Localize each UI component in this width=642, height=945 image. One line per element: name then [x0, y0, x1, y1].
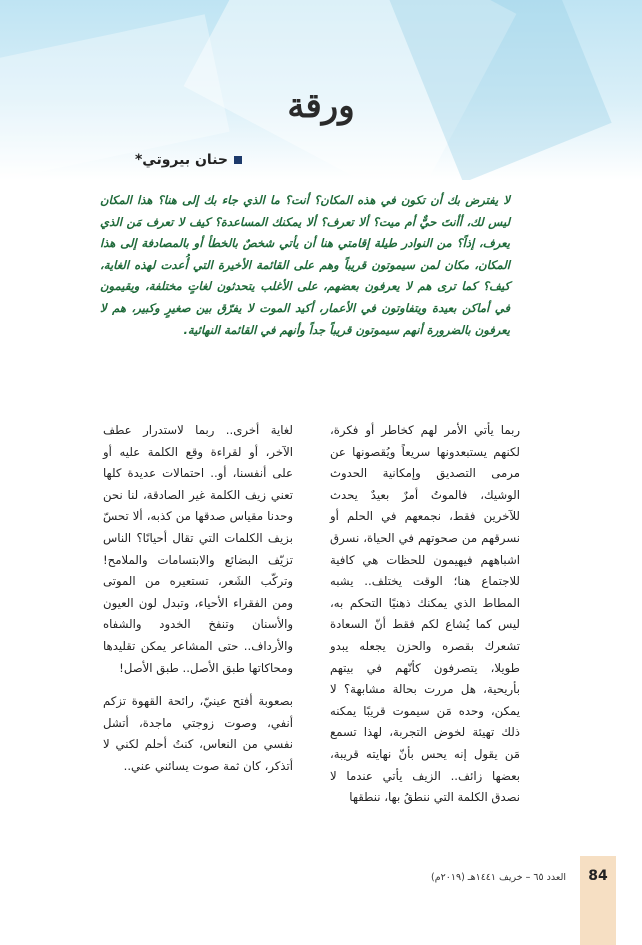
author-line: [135, 152, 242, 168]
body-column-left: [103, 420, 293, 778]
body-paragraph: ربما يأتي الأمر لهم كخاطر أو فكرة، لكنهم يستبعدونها سريعاً ويُقصونها عن مرمى التصديق وإمكانية الحدوث الوشيك، فالموتُ أمرٌ بعيدٌ يحدث للآخرين فقط، نجمعهم في الحلم أو نسرقهم من صحوتهم في الحياة، نسرق اشباههم فيهيمون للحظات هي كافية للاجتماع هنا؛ الوقت يختلف.. يشبه المطاط الذي يمكنك ذهنيًا التحكم به، ليس كما يُشاع لكم فقط أنّ السعادة تشعرك بقصره والحزن يجعله يبدو طويلا، يتصرفون كأنّهم في بيتهم بأريحية، هل مررت بحالة مشابهة؟ لا يمكن، وحده مَن سيموت قريبًا يمكنه ذلك تهيئة لخوض التجربة، لهذا تسمع مَن يقول إنه يحس بأنّ نهايته قريبة، بعضها زائف.. الزيف يأتي عندما لا نصدق الكلمة التي ننطقُ بها، ننطقها: [330, 423, 520, 805]
body-paragraph: بصعوبة أفتح عينيّ، رائحة القهوة تزكم أنفي، وصوت زوجتي ماجدة، أتشل نفسي من النعاس، كنتُ أحلم لكني لا أتذكر، كان ثمة صوت يسائني عني..: [103, 694, 293, 773]
body-column-right: [330, 420, 520, 809]
author-square-icon: [234, 156, 242, 164]
body-paragraph: لغاية أخرى.. ربما لاستدرار عطف الآخر، أو لقراءة وقع الكلمة عليه أو على أنفسنا، أو.. احتمالات عديدة كلها تعني زيف الكلمة غير الصادقة، لنا نحن وحدنا مقياس صدقها من كذبه، ألا تحسّ بزيف الكلمات التي تقال أحيانًا؟ الناس تزيّف البضائع والابتسامات والملامح! وتركّب الشَعر، تستعيره من الموتى ومن الفقراء الأحياء، وتبدل لون العيون والأسنان وتنفخ الخدود والشفاه والأرداف.. حتى المشاعر يمكن تقليدها ومحاكاتها طبق الأصل.. طبق الأصل!: [103, 423, 293, 675]
author-name: حنان بيروتي*: [134, 152, 228, 168]
article-title: ورقة: [287, 86, 355, 126]
page-number: 84: [588, 868, 608, 884]
issue-info: العدد ٦٥ – خريف ١٤٤١هـ (٢٠١٩م): [431, 872, 566, 883]
intro-paragraph: لا يفترض بك أن تكون في هذه المكان؟ أنت؟ ما الذي جاء بك إلى هنا؟ هذا المكان ليس لك، أأنتَ حيٌّ أم ميت؟ ألا تعرف؟ ألا يمكنك المساعدة؟ كيف لا تعرف مَن الذي يعرف، إذاً؟ من النوادر طيلة إقامتي هنا أن يأتي شخصٌ بالخطأ أو بالمصادفة إلى هذا المكان، مكان لمن سيموتون قريباً وهم على القائمة الأخيرة التي أُعدت لهذه الغاية، كيف؟ كما ترى هم لا يعرفون بعضهم، على الأغلب يتحدثون لغاتٍ مختلفة، ويقيمون في أماكن بعيدة ويتفاوتون في الأعمار، أكيد الموت لا يفرّق بين صغيرٍ وكبير، هم لا يعرفون بالضرورة أنهم سيموتون قريباً جداً وأنهم في القائمة النهائية.: [100, 193, 510, 337]
